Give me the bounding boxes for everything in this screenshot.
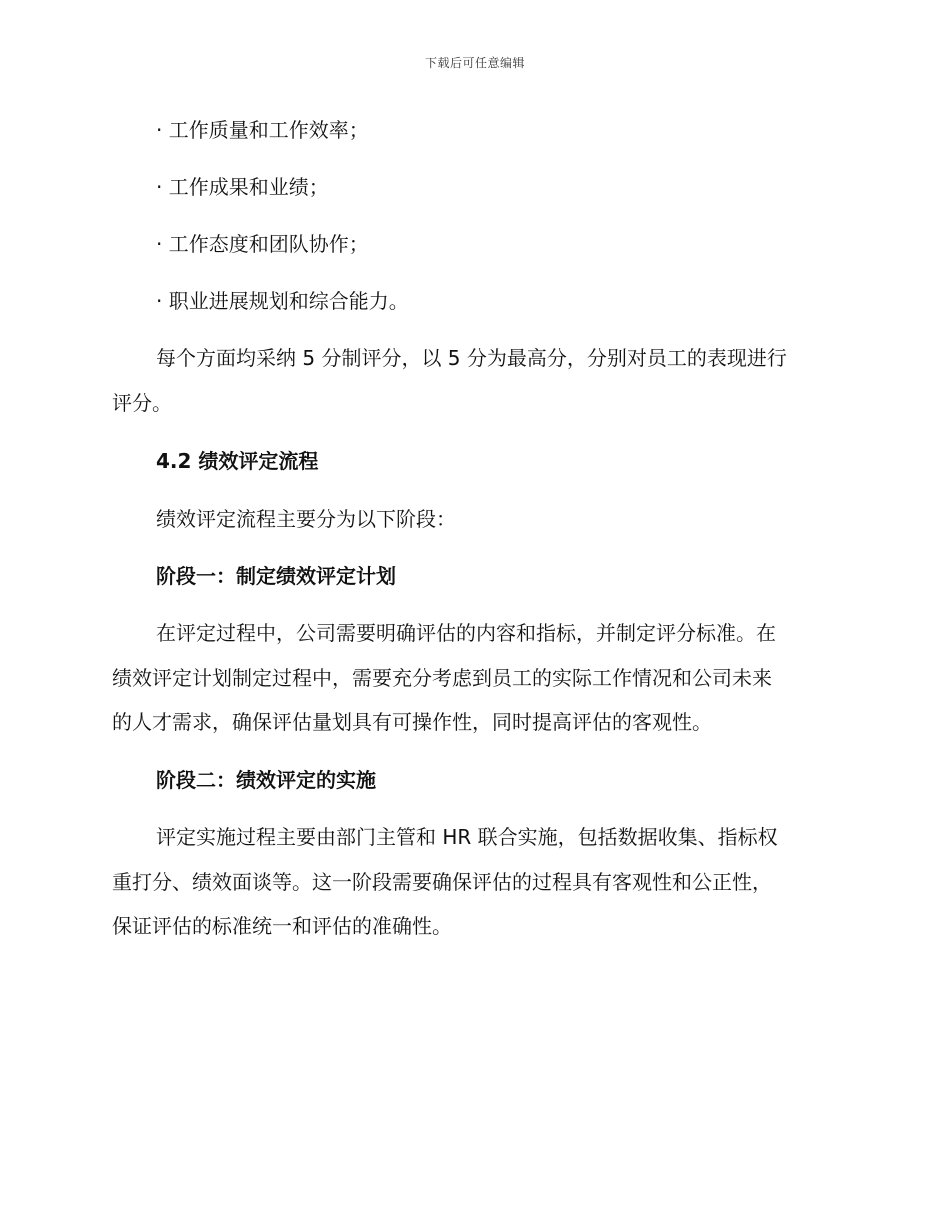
page-header: 下载后可任意编辑	[424, 56, 525, 70]
bullet-item: · 工作态度和团队协作；	[156, 232, 369, 256]
stage2-heading: 阶段二：绩效评定的实施	[156, 768, 376, 792]
bullet-item: · 工作质量和工作效率；	[156, 118, 369, 142]
stage1-paragraph-line: 在评定过程中，公司需要明确评估的内容和指标，并制定评分标准。在	[156, 621, 776, 645]
stage1-paragraph-line: 的人才需求，确保评估量划具有可操作性，同时提高评估的客观性。	[112, 710, 712, 734]
stage1-heading: 阶段一：制定绩效评定计划	[156, 564, 396, 588]
stage2-paragraph-line: 重打分、绩效面谈等。这一阶段需要确保评估的过程具有客观性和公正性，	[112, 870, 772, 894]
intro-paragraph: 绩效评定流程主要分为以下阶段：	[156, 507, 456, 531]
stage2-paragraph-line: 评定实施过程主要由部门主管和 HR 联合实施，包括数据收集、指标权	[156, 825, 778, 849]
stage1-paragraph-line: 绩效评定计划制定过程中，需要充分考虑到员工的实际工作情况和公司未来	[112, 666, 772, 690]
scoring-paragraph-line: 每个方面均采纳 5 分制评分，以 5 分为最高分，分别对员工的表现进行	[156, 346, 787, 370]
bullet-item: · 职业进展规划和综合能力。	[156, 289, 409, 313]
section-heading: 4.2 绩效评定流程	[156, 449, 319, 473]
stage2-paragraph-line: 保证评估的标准统一和评估的准确性。	[112, 914, 452, 938]
scoring-paragraph-line: 评分。	[112, 391, 172, 415]
bullet-item: · 工作成果和业绩；	[156, 175, 329, 199]
